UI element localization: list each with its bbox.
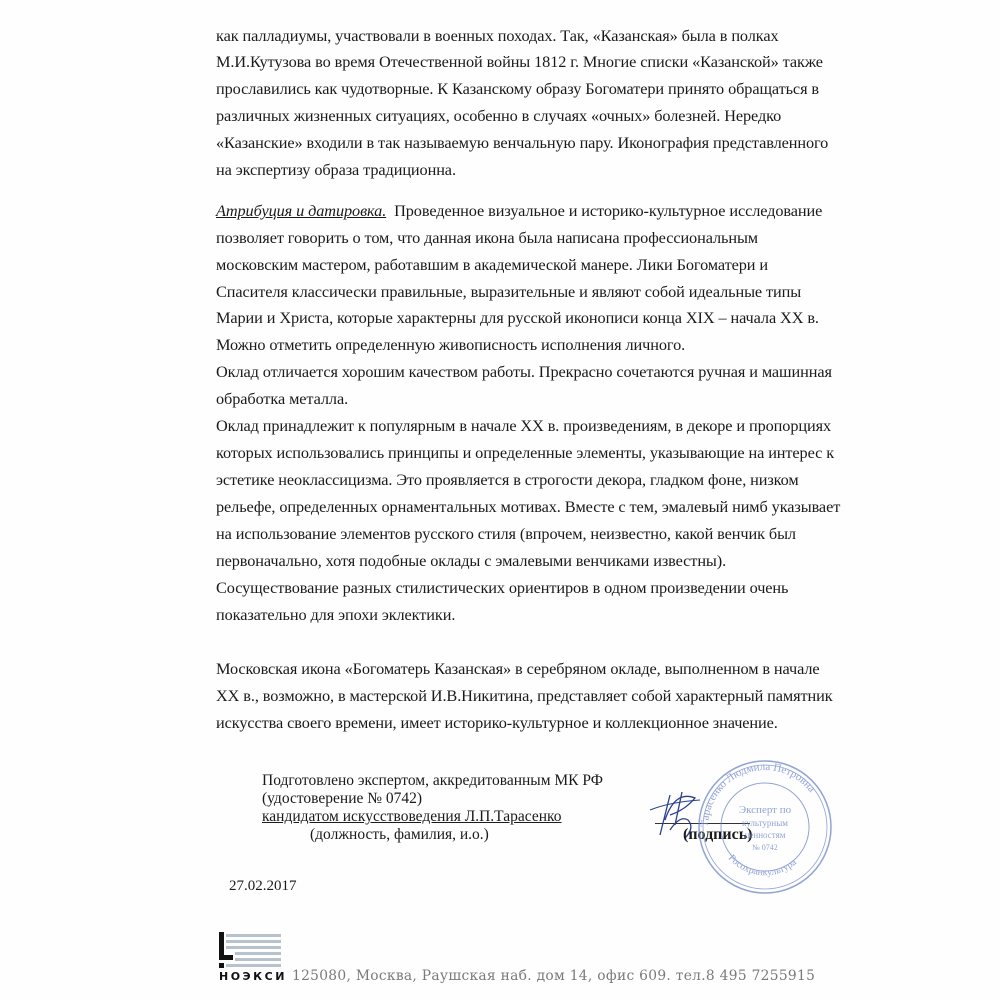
text-line: первоначально, хотя подобные оклады с эмалевыми венчиками известны). bbox=[216, 551, 727, 570]
text-line: различных жизненных ситуациях, особенно в случаях «очных» болезней. Нередко bbox=[216, 106, 782, 125]
noexsi-logo-icon bbox=[219, 932, 281, 972]
text-line: московским мастером, работавшим в академической манере. Лики Богоматери и bbox=[216, 255, 768, 274]
stamp-center-text: Эксперт по bbox=[738, 804, 792, 816]
text-line: Спасителя классически правильные, выразительные и являют собой идеальные типы bbox=[216, 282, 802, 301]
expert-name: кандидатом искусствоведения Л.П.Тарасенко bbox=[262, 808, 562, 825]
text-line: Марии и Христа, которые характерны для русской иконописи конца XIX – начала XX в. bbox=[216, 308, 819, 327]
text-line: Оклад отличается хорошим качеством работы. Прекрасно сочетаются ручная и машинная bbox=[216, 362, 832, 381]
text-line: рельефе, определенных орнаментальных мотивах. Вместе с тем, эмалевый нимб указывает bbox=[216, 497, 841, 516]
text-line: Сосуществование разных стилистических ориентиров в одном произведении очень bbox=[216, 578, 789, 597]
section-first-line bbox=[216, 201, 822, 221]
text-line: как палладиумы, участвовали в военных походах. Так, «Казанская» была в полках bbox=[216, 26, 779, 45]
text-line: «Казанские» входили в так называемую венчальную пару. Иконография представленного bbox=[216, 133, 829, 152]
text-line: которых использовались принципы и определенные элементы, указывающие на интерес к bbox=[216, 443, 835, 462]
text-line: Московская икона «Богоматерь Казанская» в серебряном окладе, выполненном в начале bbox=[216, 659, 820, 678]
stamp-bottom-text: Росохранкультура bbox=[725, 852, 799, 879]
text-line: на экспертизу образа традиционна. bbox=[216, 160, 456, 179]
expert-stamp bbox=[690, 755, 840, 895]
stamp-center-text: № 0742 bbox=[752, 843, 778, 852]
text-line: эстетике неоклассицизма. Это проявляется в строгости декора, гладком фоне, низком bbox=[216, 470, 799, 489]
stamp-center-text: ценностям bbox=[744, 830, 786, 840]
certificate-number: (удостоверение № 0742) bbox=[262, 790, 423, 807]
footer-address: 125080, Москва, Раушская наб. дом 14, офис 609. тел.8 495 7255915 bbox=[292, 968, 816, 984]
text-line: искусства своего времени, имеет историко-культурное и коллекционное значение. bbox=[216, 713, 778, 732]
document-date: 27.02.2017 bbox=[229, 878, 297, 894]
text-line: позволяет говорить о том, что данная икона была написана профессиональным bbox=[216, 228, 758, 247]
text-line: обработка металла. bbox=[216, 389, 349, 408]
text-fragment: Проведенное визуальное и историко-культурное исследование bbox=[386, 201, 823, 220]
text-line: Можно отметить определенную живописность исполнения личного. bbox=[216, 335, 686, 354]
section-heading: Атрибуция и датировка. bbox=[216, 201, 387, 220]
text-line: на использование элементов русского стиля (впрочем, неизвестно, какой венчик был bbox=[216, 524, 796, 543]
text-line: Оклад принадлежит к популярным в начале XX в. произведениям, в декоре и пропорциях bbox=[216, 416, 832, 435]
expert-accreditation: Подготовлено экспертом, аккредитованным МК РФ bbox=[262, 772, 603, 789]
text-line: показательно для эпохи эклектики. bbox=[216, 605, 456, 624]
stamp-center-text: культурным bbox=[742, 818, 788, 828]
text-line: прославились как чудотворные. К Казанскому образу Богоматери принято обращаться в bbox=[216, 79, 820, 98]
position-caption: (должность, фамилия, и.о.) bbox=[310, 826, 489, 843]
signature-caption: (подпись) bbox=[683, 826, 753, 843]
text-line: XX в., возможно, в мастерской И.В.Никитина, представляет собой характерный памятник bbox=[216, 686, 833, 705]
stamp-ring-text: Тарасенко Людмила Петровна bbox=[698, 760, 818, 828]
text-line: М.И.Кутузова во время Отечественной войны 1812 г. Многие списки «Казанской» также bbox=[216, 52, 823, 71]
logo-wordmark: НОЭКСИ bbox=[219, 970, 287, 983]
